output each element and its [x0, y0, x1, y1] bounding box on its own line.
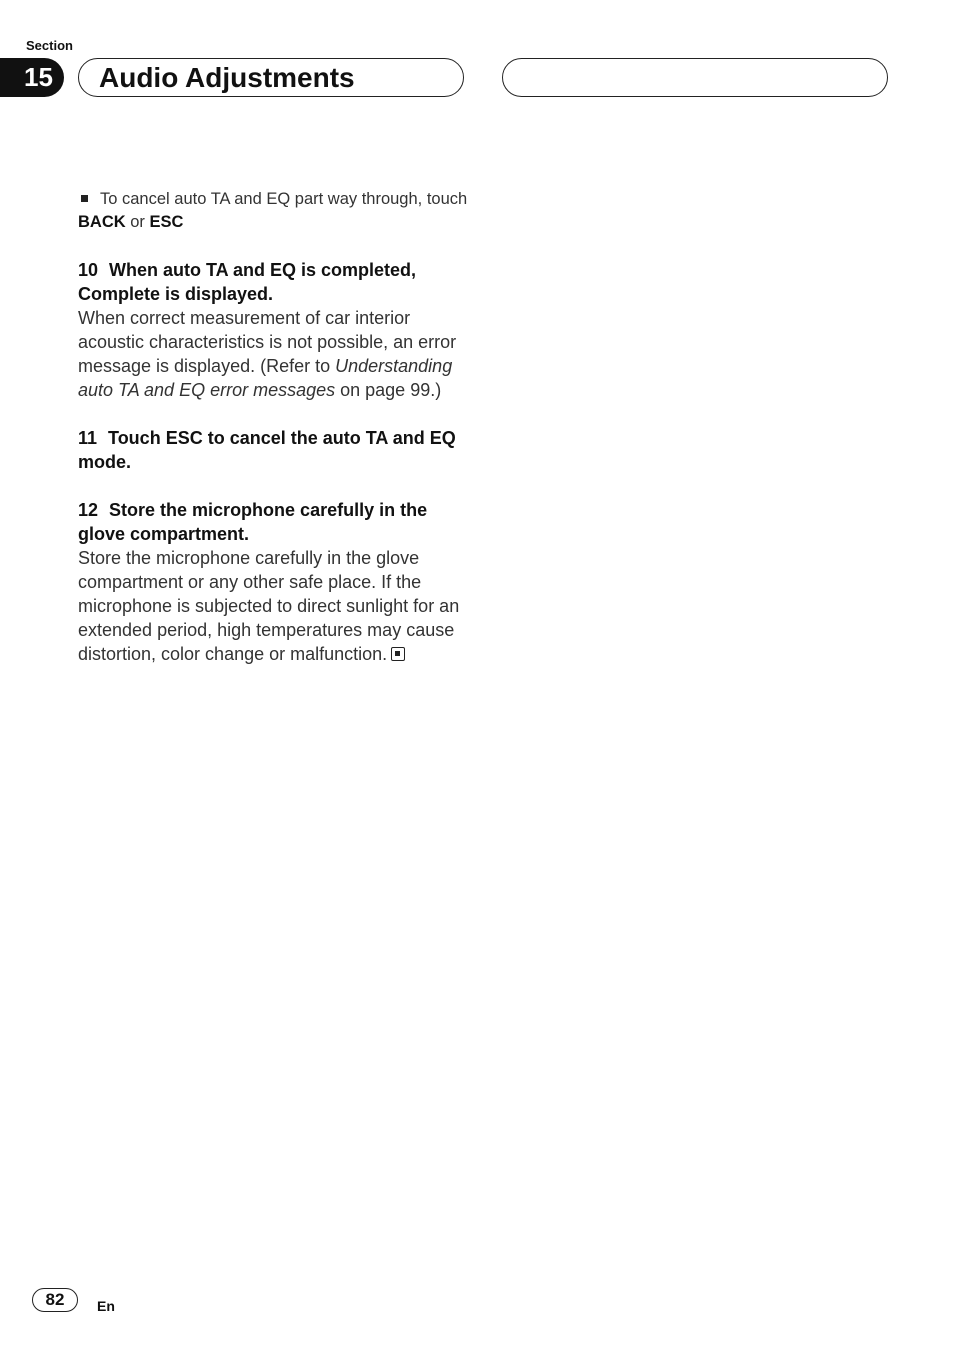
step-12-body	[78, 546, 470, 666]
end-mark-icon	[391, 647, 405, 661]
language-code: En	[97, 1298, 115, 1314]
step-number: 12	[78, 500, 99, 520]
note-text: To cancel auto TA and EQ part way through, touch	[100, 190, 468, 208]
step-heading-text: Store the microphone carefully in the glove compartment.	[78, 500, 428, 544]
step-11	[78, 426, 470, 474]
square-bullet-icon	[81, 195, 88, 202]
note-or: or	[125, 213, 150, 231]
title-box	[78, 58, 464, 97]
step-number: 11	[78, 428, 98, 448]
step-10	[78, 258, 470, 402]
step-body-text: Store the microphone carefully in the glove compartment or any other safe place. If the microphone is subjected to direct sunlight for an extended period, high temperatures may cause distortion, color change or malfunction.	[78, 548, 460, 664]
step-heading-text: Touch ESC to cancel the auto TA and EQ mode.	[78, 428, 456, 472]
step-body-text: When correct measurement of car interior acoustic characteristics is not possible, an error message is displayed. (Refer to	[78, 308, 457, 376]
header-right-box	[502, 58, 888, 97]
back-keyword: BACK	[78, 213, 126, 231]
step-11-heading	[78, 426, 470, 474]
section-number-tab: 15	[0, 58, 64, 97]
main-content	[78, 188, 470, 666]
step-number: 10	[78, 260, 99, 280]
step-heading-text: When auto TA and EQ is completed, Complete is displayed.	[78, 260, 417, 304]
page-title: Audio Adjustments	[99, 62, 355, 93]
page-number: 82	[32, 1288, 78, 1312]
cross-reference: Understanding auto TA and EQ error messages	[78, 356, 453, 400]
esc-keyword: ESC	[149, 213, 184, 231]
step-10-body	[78, 306, 470, 402]
step-12-heading	[78, 498, 470, 546]
step-body-text-end: on page 99.)	[335, 380, 442, 400]
step-12	[78, 498, 470, 666]
note-paragraph	[78, 188, 470, 234]
section-label: Section	[26, 38, 73, 53]
step-10-heading	[78, 258, 470, 306]
